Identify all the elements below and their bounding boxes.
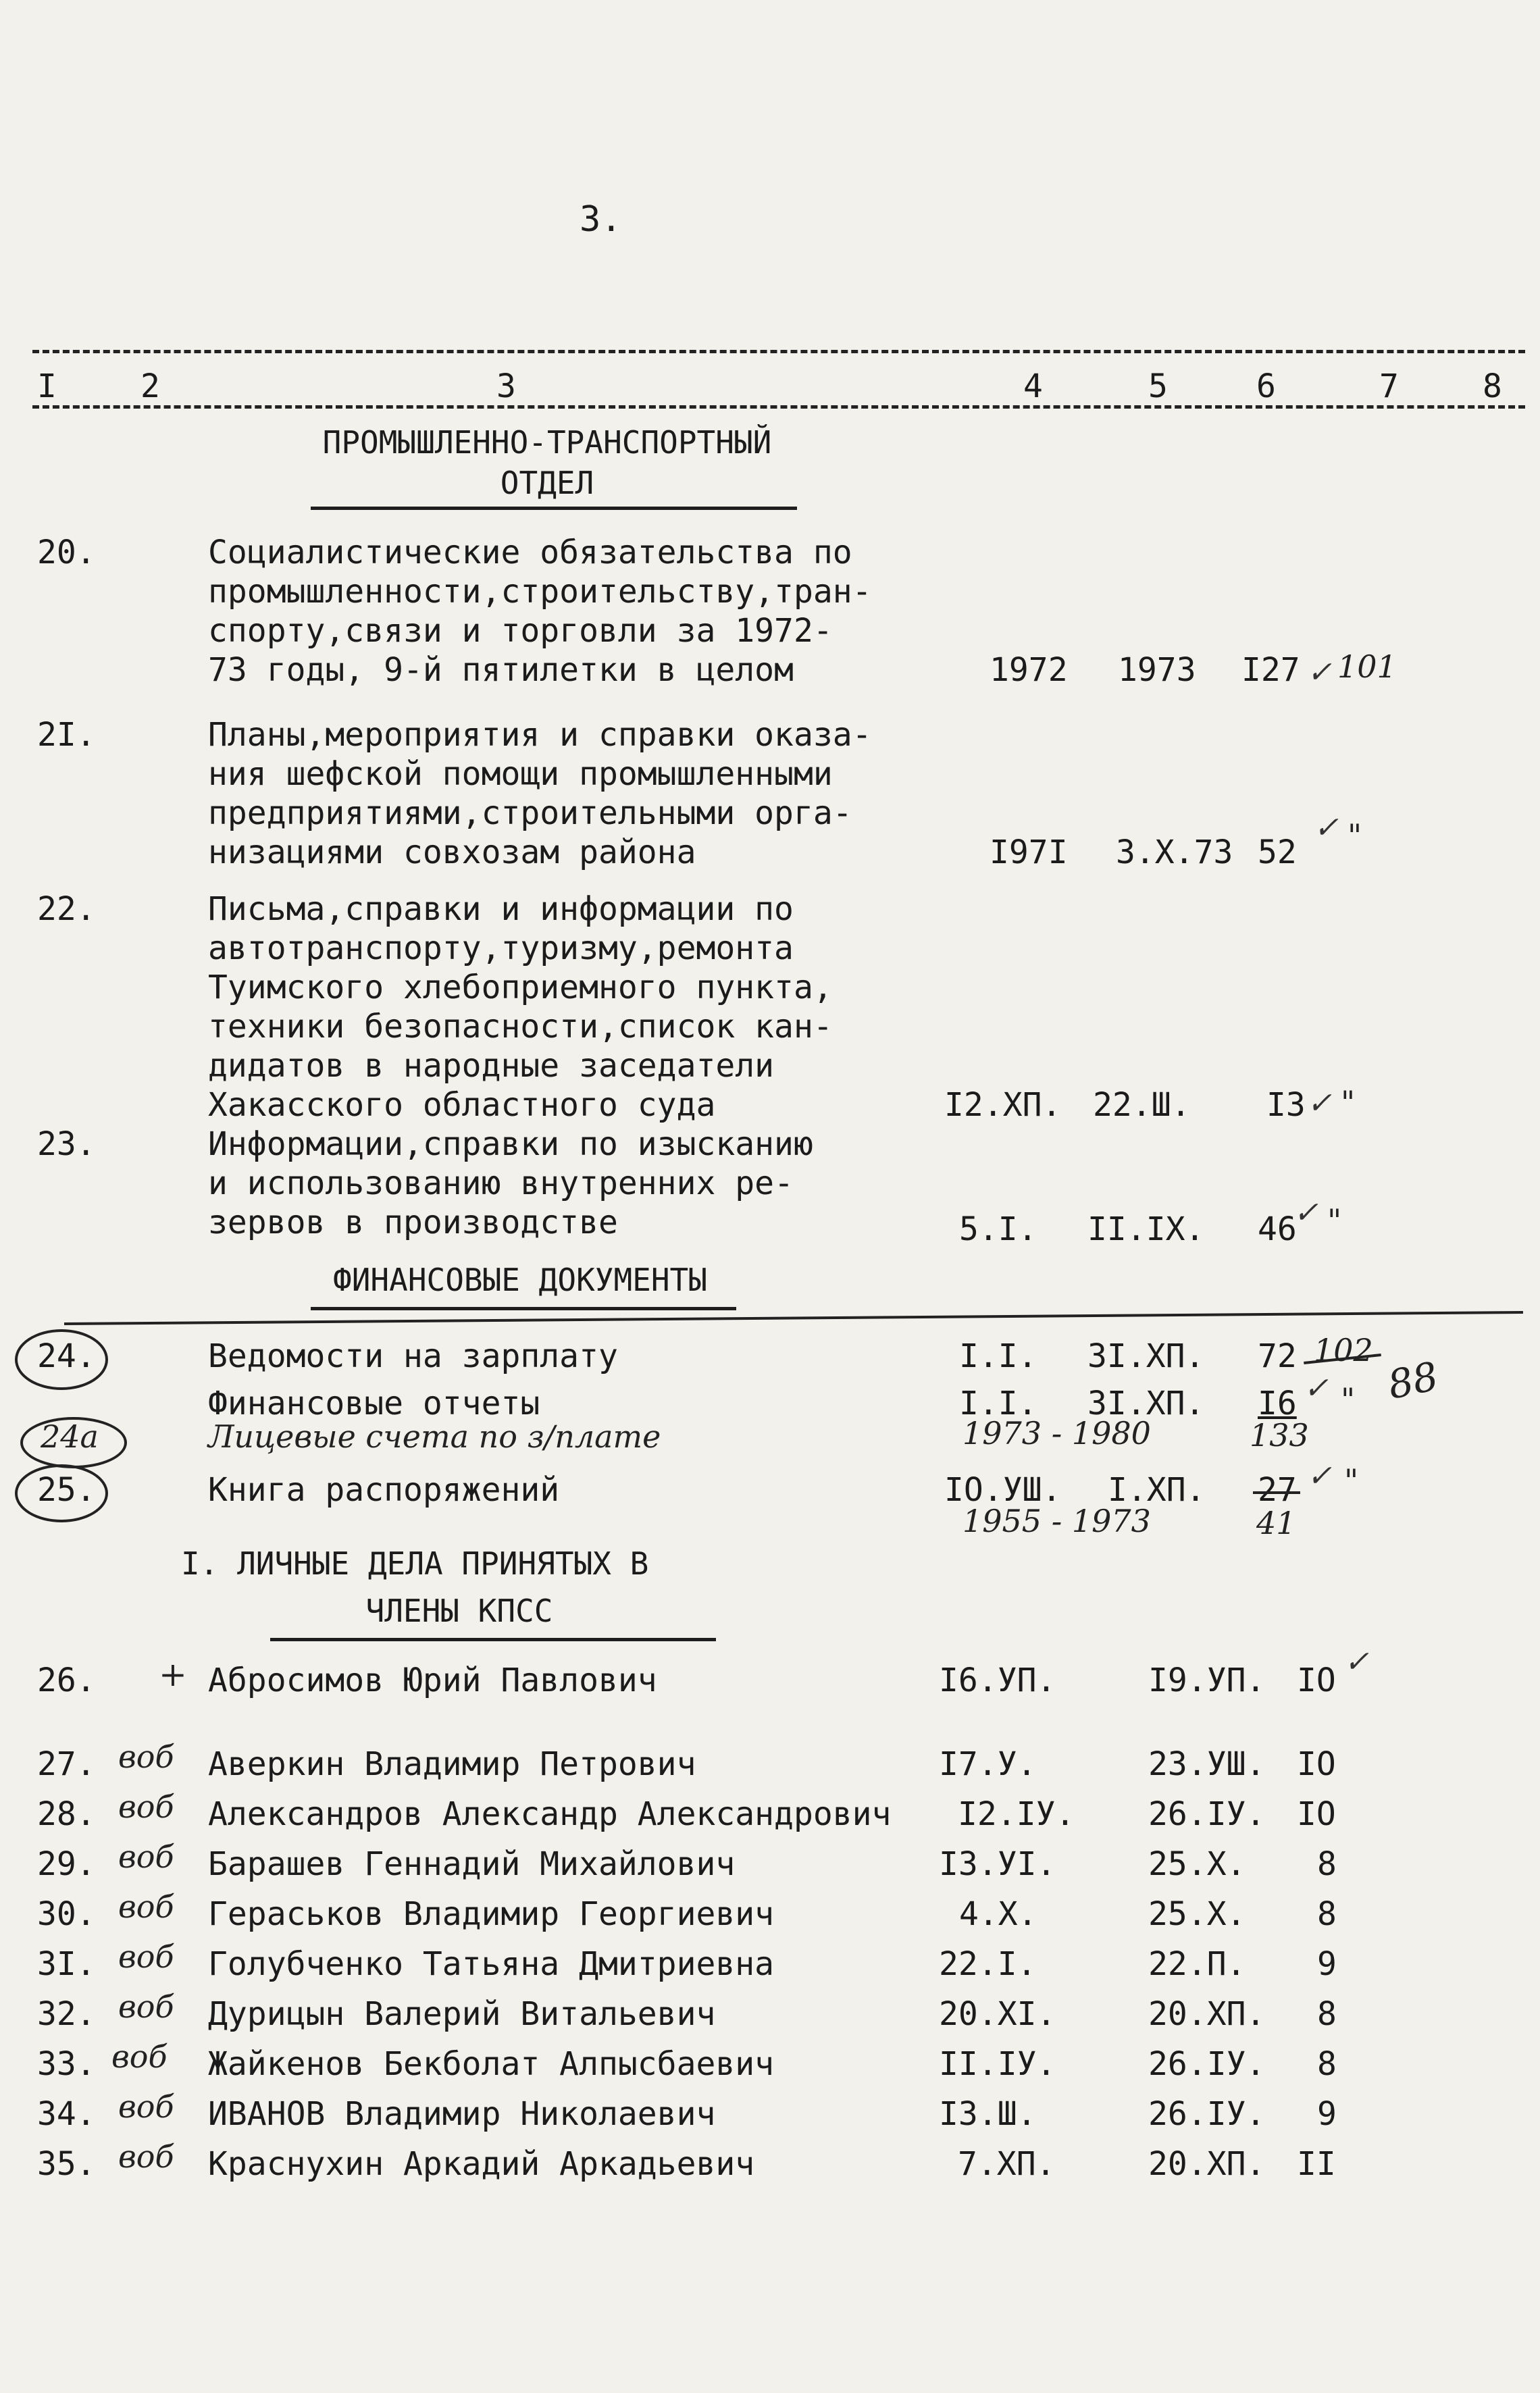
person-name: Краснухин Аркадий Аркадьевич bbox=[208, 2145, 755, 2183]
section-personal-underline bbox=[270, 1638, 716, 1641]
entry-end-date: 25.X. bbox=[1148, 1845, 1246, 1883]
person-name: Дурицын Валерий Витальевич bbox=[208, 1995, 716, 2033]
entry-start-date: 4.X. bbox=[959, 1895, 1037, 1933]
col-number-7: 7 bbox=[1379, 367, 1399, 405]
handwritten-note: воб bbox=[118, 1838, 174, 1875]
entry-number: 28. bbox=[37, 1795, 96, 1833]
ditto-mark: " bbox=[1344, 1462, 1359, 1499]
entry-title-line: ния шефской помощи промышленными bbox=[208, 755, 833, 793]
entry-number: 35. bbox=[37, 2145, 96, 2183]
entry-title-line: техники безопасности,список кан- bbox=[208, 1008, 833, 1046]
checkmark-icon: ✓ bbox=[1344, 1645, 1369, 1679]
section-industrial-underline bbox=[311, 507, 797, 510]
handwritten-note: 101 bbox=[1337, 648, 1397, 685]
entry-sheet-count: 46 bbox=[1258, 1210, 1297, 1248]
col-number-3: 3 bbox=[496, 367, 516, 405]
person-name: Голубченко Татьяна Дмитриевна bbox=[208, 1945, 775, 1983]
col-number-2: 2 bbox=[140, 367, 160, 405]
person-name: ИВАНОВ Владимир Николаевич bbox=[208, 2095, 716, 2133]
entry-title-line: Хакасского областного суда bbox=[208, 1086, 716, 1124]
entry-start-date: 1972 bbox=[990, 651, 1068, 689]
person-name: Барашев Геннадий Михайлович bbox=[208, 1845, 736, 1883]
handwritten-note: воб bbox=[118, 1988, 174, 2025]
entry-sheet-count: 52 bbox=[1258, 833, 1297, 871]
entry-title-line: Письма,справки и информации по bbox=[208, 890, 794, 928]
entry-start-date: I2.IУ. bbox=[958, 1795, 1075, 1833]
col-number-1: I bbox=[37, 367, 57, 405]
entry-start-date: I6.УП. bbox=[939, 1662, 1056, 1699]
entry-end-date: I.XП. bbox=[1108, 1471, 1206, 1509]
entry-title-line: дидатов в народные заседатели bbox=[208, 1047, 775, 1085]
handwritten-note: воб bbox=[118, 1938, 174, 1975]
entry-number: 34. bbox=[37, 2095, 96, 2133]
person-name: Александров Александр Александрович bbox=[208, 1795, 892, 1833]
header-bottom-dashed-line bbox=[32, 405, 1525, 409]
corrected-sheet-count: 88 bbox=[1383, 1353, 1443, 1408]
entry-start-date: II.IУ. bbox=[939, 2045, 1056, 2083]
checkmark-icon: ✓ bbox=[1304, 1371, 1329, 1406]
handwritten-note: воб bbox=[118, 2088, 174, 2125]
entry-sheet-count: IO bbox=[1297, 1662, 1336, 1699]
section-industrial-subtitle: ОТДЕЛ bbox=[500, 465, 594, 501]
entry-sheet-count-handwritten: 133 bbox=[1250, 1417, 1309, 1453]
person-name: Абросимов Юрий Павлович bbox=[208, 1662, 657, 1699]
entry-number-handwritten: 24а bbox=[41, 1418, 99, 1455]
entry-end-date: 3I.XП. bbox=[1087, 1337, 1205, 1375]
ditto-mark: " bbox=[1341, 1381, 1356, 1418]
entry-start-date: IO.УШ. bbox=[944, 1471, 1062, 1509]
checkmark-icon: ✓ bbox=[1307, 1086, 1332, 1121]
entry-number: 23. bbox=[37, 1125, 96, 1163]
entry-title-line: 73 годы, 9-й пятилетки в целом bbox=[208, 651, 794, 689]
entry-number: 27. bbox=[37, 1745, 96, 1783]
entry-end-date: 20.XП. bbox=[1148, 1995, 1266, 2033]
entry-start-date: I.I. bbox=[959, 1337, 1037, 1375]
entry-sheet-count-handwritten: 41 bbox=[1256, 1505, 1296, 1541]
entry-end-date: 26.IУ. bbox=[1148, 1795, 1266, 1833]
entry-start-date: 22.I. bbox=[939, 1945, 1037, 1983]
entry-start-date: I97I bbox=[990, 833, 1068, 871]
handwritten-note: воб bbox=[118, 1888, 174, 1925]
header-top-dashed-line bbox=[32, 350, 1525, 353]
entry-end-date: 25.X. bbox=[1148, 1895, 1246, 1933]
entry-start-date: I.I. bbox=[959, 1385, 1037, 1422]
col-number-8: 8 bbox=[1483, 367, 1502, 405]
struck-sheet-count: 102 bbox=[1314, 1332, 1373, 1368]
entry-sheet-count: 27 bbox=[1258, 1471, 1297, 1509]
entry-title: Финансовые отчеты bbox=[208, 1385, 540, 1422]
checkmark-icon: ✓ bbox=[1307, 1459, 1332, 1493]
entry-start-date: I7.У. bbox=[939, 1745, 1037, 1783]
section-finance-underline bbox=[311, 1307, 736, 1310]
entry-title-line: промышленности,строительству,тран- bbox=[208, 573, 872, 611]
entry-end-date: II.IX. bbox=[1087, 1210, 1205, 1248]
entry-dates-handwritten: 1955 - 1973 bbox=[962, 1503, 1151, 1539]
entry-number: 2I. bbox=[37, 716, 96, 754]
person-name: Гераськов Владимир Георгиевич bbox=[208, 1895, 775, 1933]
entry-end-date: 23.УШ. bbox=[1148, 1745, 1266, 1783]
entry-start-date: I3.УI. bbox=[939, 1845, 1056, 1883]
entry-number: 30. bbox=[37, 1895, 96, 1933]
section-industrial-title: ПРОМЫШЛЕННО-ТРАНСПОРТНЫЙ bbox=[322, 424, 772, 461]
entry-sheet-count: IO bbox=[1297, 1745, 1336, 1783]
entry-number: 22. bbox=[37, 890, 96, 928]
entry-number: 3I. bbox=[37, 1945, 96, 1983]
section-personal-title: I. ЛИЧНЫЕ ДЕЛА ПРИНЯТЫХ В bbox=[181, 1545, 649, 1582]
entry-number: 24. bbox=[37, 1337, 96, 1375]
entry-sheet-count: I6 bbox=[1258, 1385, 1297, 1422]
entry-title-handwritten: Лицевые счета по з/плате bbox=[208, 1418, 661, 1455]
entry-title-line: Планы,мероприятия и справки оказа- bbox=[208, 716, 872, 754]
entry-title-line: Туимского хлебоприемного пункта, bbox=[208, 969, 833, 1006]
entry-sheet-count: 8 bbox=[1317, 2045, 1337, 2083]
entry-number: 20. bbox=[37, 534, 96, 571]
entry-dates-handwritten: 1973 - 1980 bbox=[962, 1415, 1151, 1451]
entry-title: Книга распоряжений bbox=[208, 1471, 560, 1509]
handwritten-note: воб bbox=[118, 2138, 174, 2175]
strike-line bbox=[1253, 1491, 1300, 1494]
entry-sheet-count: IO bbox=[1297, 1795, 1336, 1833]
handwritten-separator-line bbox=[64, 1311, 1523, 1325]
entry-start-date: 7.XП. bbox=[958, 2145, 1056, 2183]
person-name: Аверкин Владимир Петрович bbox=[208, 1745, 696, 1783]
entry-number: 32. bbox=[37, 1995, 96, 2033]
entry-title-line: предприятиями,строительными орга- bbox=[208, 794, 852, 832]
entry-end-date: 22.П. bbox=[1148, 1945, 1246, 1983]
checkmark-icon: ✓ bbox=[1314, 810, 1339, 845]
handwritten-note: воб bbox=[118, 1739, 174, 1775]
entry-sheet-count: I3 bbox=[1266, 1086, 1306, 1124]
entry-start-date: 5.I. bbox=[959, 1210, 1037, 1248]
entry-sheet-count: 8 bbox=[1317, 1895, 1337, 1933]
entry-sheet-count: 72 bbox=[1258, 1337, 1297, 1375]
entry-sheet-count: 8 bbox=[1317, 1995, 1337, 2033]
col-number-5: 5 bbox=[1148, 367, 1168, 405]
handwritten-note: воб bbox=[111, 2038, 168, 2075]
entry-start-date: I2.XП. bbox=[944, 1086, 1062, 1124]
ditto-mark: " bbox=[1327, 1202, 1342, 1239]
handwritten-note: воб bbox=[118, 1789, 174, 1825]
checkmark-icon: ✓ bbox=[1307, 655, 1332, 690]
entry-title-line: зервов в производстве bbox=[208, 1204, 618, 1241]
entry-end-date: I9.УП. bbox=[1148, 1662, 1266, 1699]
entry-start-date: 20.XI. bbox=[939, 1995, 1056, 2033]
ditto-mark: " bbox=[1348, 817, 1362, 854]
entry-sheet-count: 8 bbox=[1317, 1845, 1337, 1883]
entry-title: Ведомости на зарплату bbox=[208, 1337, 618, 1375]
entry-sheet-count: I27 bbox=[1241, 651, 1300, 689]
entry-end-date: 22.Ш. bbox=[1093, 1086, 1191, 1124]
entry-sheet-count: II bbox=[1297, 2145, 1336, 2183]
handwritten-note: + bbox=[159, 1655, 187, 1694]
entry-number: 25. bbox=[37, 1471, 96, 1509]
entry-number: 29. bbox=[37, 1845, 96, 1883]
entry-end-date: 3I.XП. bbox=[1087, 1385, 1205, 1422]
entry-title-line: и использованию внутренних ре- bbox=[208, 1164, 794, 1202]
entry-end-date: 26.IУ. bbox=[1148, 2095, 1266, 2133]
section-finance-title: ФИНАНСОВЫЕ ДОКУМЕНТЫ bbox=[333, 1262, 707, 1298]
col-number-6: 6 bbox=[1256, 367, 1276, 405]
entry-title-line: Социалистические обязательства по bbox=[208, 534, 852, 571]
entry-number: 33. bbox=[37, 2045, 96, 2083]
page-number: 3. bbox=[580, 199, 622, 240]
entry-start-date: I3.Ш. bbox=[939, 2095, 1037, 2133]
checkmark-icon: ✓ bbox=[1293, 1195, 1318, 1230]
entry-sheet-count: 9 bbox=[1317, 2095, 1337, 2133]
entry-title-line: Информации,справки по изысканию bbox=[208, 1125, 813, 1163]
entry-end-date: 20.XП. bbox=[1148, 2145, 1266, 2183]
entry-title-line: автотранспорту,туризму,ремонта bbox=[208, 929, 794, 967]
person-name: Жайкенов Бекболат Алпысбаевич bbox=[208, 2045, 775, 2083]
col-number-4: 4 bbox=[1023, 367, 1043, 405]
entry-end-date: 1973 bbox=[1118, 651, 1196, 689]
entry-title-line: спорту,связи и торговли за 1972- bbox=[208, 612, 833, 650]
entry-number: 26. bbox=[37, 1662, 96, 1699]
entry-end-date: 3.X.73 bbox=[1116, 833, 1233, 871]
ditto-mark: " bbox=[1341, 1084, 1356, 1121]
section-personal-subtitle: ЧЛЕНЫ КПСС bbox=[365, 1593, 553, 1629]
entry-title-line: низациями совхозам района bbox=[208, 833, 696, 871]
entry-end-date: 26.IУ. bbox=[1148, 2045, 1266, 2083]
entry-sheet-count: 9 bbox=[1317, 1945, 1337, 1983]
